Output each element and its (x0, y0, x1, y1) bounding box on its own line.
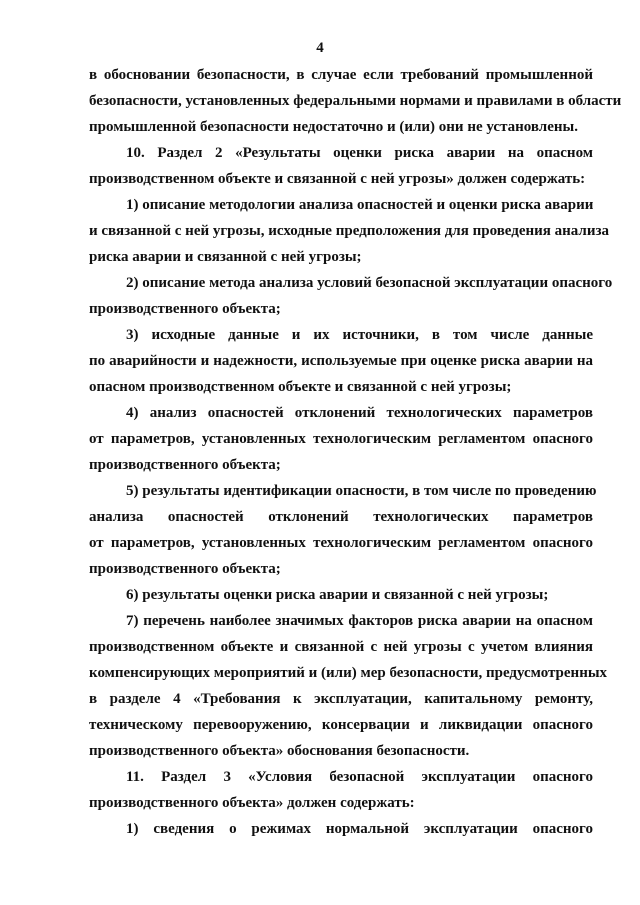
text-line: 11. Раздел 3 «Условия безопасной эксплуатации опасного (126, 769, 593, 785)
text-line: компенсирующих мероприятий и (или) мер безопасности, предусмотренных (89, 665, 608, 681)
text-line: в разделе 4 «Требования к эксплуатации, капитальному ремонту, (89, 691, 593, 707)
text-line: производственного объекта; (89, 561, 281, 577)
text-line: 1) сведения о режимах нормальной эксплуатации опасного (126, 821, 593, 837)
text-line: 6) результаты оценки риска аварии и связанной с ней угрозы; (126, 587, 549, 603)
text-line: от параметров, установленных технологическим регламентом опасного (89, 431, 593, 447)
text-line: производственного объекта; (89, 457, 281, 473)
text-line: риска аварии и связанной с ней угрозы; (89, 249, 362, 265)
text-line: 3) исходные данные и их источники, в том числе данные (126, 327, 593, 343)
text-line: промышленной безопасности недостаточно и (или) они не установлены. (89, 119, 578, 135)
text-line: 4) анализ опасностей отклонений технологических параметров (126, 405, 593, 421)
text-line: анализа опасностей отклонений технологических параметров (89, 509, 593, 525)
text-line: 1) описание методологии анализа опасностей и оценки риска аварии (126, 197, 594, 213)
text-line: по аварийности и надежности, используемые при оценке риска аварии на (89, 353, 593, 369)
text-line: от параметров, установленных технологическим регламентом опасного (89, 535, 593, 551)
text-line: и связанной с ней угрозы, исходные предположения для проведения анализа (89, 223, 610, 239)
text-line: в обосновании безопасности, в случае если требований промышленной (89, 67, 593, 83)
text-line: опасном производственном объекте и связанной с ней угрозы; (89, 379, 512, 395)
text-line: производственном объекте и связанной с ней угрозы» должен содержать: (89, 171, 586, 187)
text-line: производственного объекта» должен содержать: (89, 795, 415, 811)
text-line: 5) результаты идентификации опасности, в том числе по проведению (126, 483, 597, 499)
page-number: 4 (316, 40, 324, 56)
text-line: производственного объекта» обоснования безопасности. (89, 743, 470, 759)
document-body (89, 62, 622, 842)
text-line: 10. Раздел 2 «Результаты оценки риска аварии на опасном (126, 145, 593, 161)
text-line: 2) описание метода анализа условий безопасной эксплуатации опасного (126, 275, 613, 291)
text-line: производственного объекта; (89, 301, 281, 317)
text-line: техническому перевооружению, консервации и ликвидации опасного (89, 717, 593, 733)
text-line: 7) перечень наиболее значимых факторов риска аварии на опасном (126, 613, 593, 629)
text-line: безопасности, установленных федеральными нормами и правилами в области (89, 93, 622, 109)
text-line: производственном объекте и связанной с ней угрозы с учетом влияния (89, 639, 593, 655)
